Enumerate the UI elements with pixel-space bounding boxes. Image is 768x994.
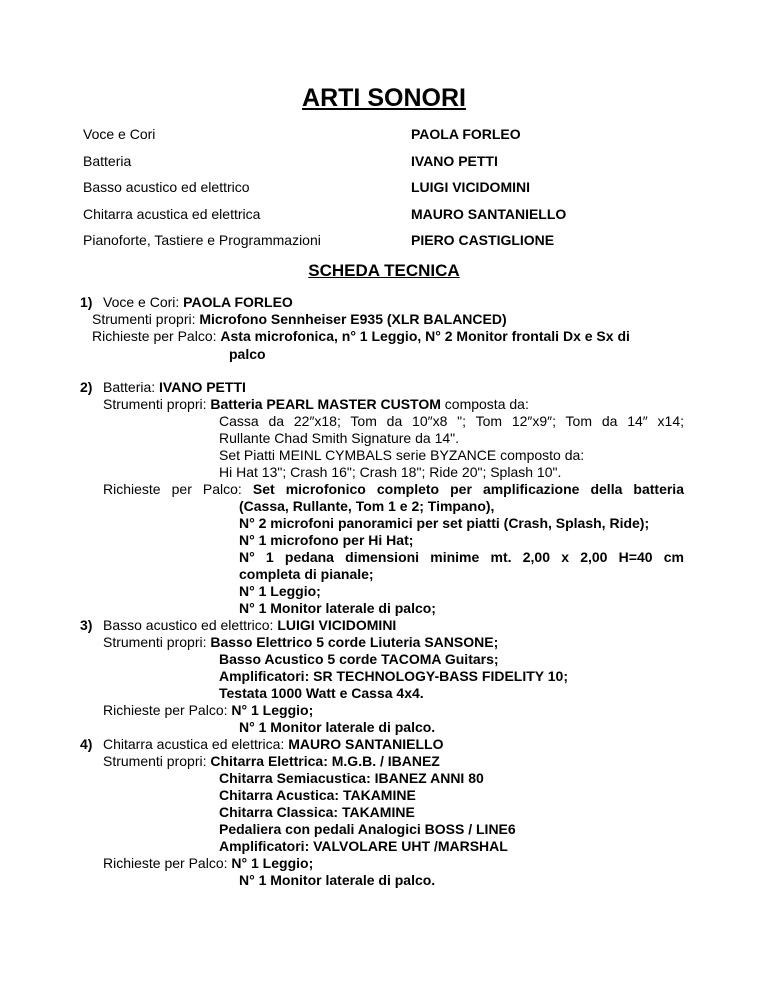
- strumenti-label: Strumenti propri:: [103, 396, 211, 412]
- strumenti-item: Chitarra Elettrica: M.G.B. / IBANEZ: [210, 753, 440, 769]
- strumenti-item: Basso Elettrico 5 corde Liuteria SANSONE;: [210, 634, 499, 650]
- section-name: IVANO PETTI: [159, 379, 246, 395]
- richieste-item: N° 1 Monitor laterale di palco;: [239, 600, 436, 616]
- section-number: 1): [80, 294, 93, 310]
- roster-row: [83, 206, 703, 233]
- strumenti-item: Chitarra Classica: TAKAMINE: [219, 804, 415, 820]
- strumenti-item: Testata 1000 Watt e Cassa 4x4.: [219, 685, 424, 701]
- section-role: Chitarra acustica ed elettrica:: [103, 736, 289, 752]
- strumenti-item: Amplificatori: VALVOLARE UHT /MARSHAL: [219, 838, 508, 854]
- richieste-item: completa di pianale;: [239, 566, 374, 582]
- section-heading: [103, 294, 293, 311]
- detail-line: Hi Hat 13"; Crash 16"; Crash 18"; Ride 20"; Splash 10".: [219, 464, 562, 480]
- section-role: Basso acustico ed elettrico:: [103, 617, 278, 633]
- detail-line: Set Piatti MEINL CYMBALS serie BYZANCE composto da:: [219, 447, 585, 463]
- roster-name: LUIGI VICIDOMINI: [411, 179, 530, 195]
- strumenti-item: Basso Acustico 5 corde TACOMA Guitars;: [219, 651, 499, 667]
- richieste-line: [103, 702, 313, 719]
- roster-role: Batteria: [83, 152, 132, 169]
- richieste-item: N° 1 pedana dimensioni minime mt. 2,00 x 2,00 H=40 cm: [239, 549, 684, 565]
- band-roster: [83, 126, 703, 259]
- section-name: MAURO SANTANIELLO: [288, 736, 444, 752]
- roster-name: MAURO SANTANIELLO: [411, 205, 567, 222]
- section-number: 3): [80, 617, 93, 633]
- strumenti-label: Strumenti propri:: [92, 311, 200, 327]
- detail-line: Cassa da 22″x18; Tom da 10″x8 "; Tom 12″x9″; Tom da 14″ x14;: [219, 413, 684, 429]
- strumenti-label: Strumenti propri:: [103, 753, 211, 769]
- roster-row: [83, 153, 703, 180]
- strumenti-note: composta da:: [440, 396, 529, 412]
- section-heading: [103, 736, 444, 753]
- roster-name: IVANO PETTI: [411, 152, 498, 169]
- richieste-item: N° 1 Leggio;: [231, 702, 314, 718]
- section-name: PAOLA FORLEO: [183, 294, 293, 310]
- richieste-label: Richieste per Palco:: [103, 481, 253, 497]
- richieste-item: N° 1 Leggio;: [239, 583, 321, 599]
- roster-name: PAOLA FORLEO: [411, 126, 521, 142]
- richieste-item: palco: [229, 346, 266, 362]
- richieste-label: Richieste per Palco:: [103, 702, 232, 718]
- richieste-item: Set microfonico completo per amplificazione della batteria: [252, 481, 684, 497]
- page-title: ARTI SONORI: [302, 84, 466, 112]
- strumenti-line: [92, 311, 507, 328]
- strumenti-line: [103, 396, 529, 413]
- section-heading: [103, 617, 396, 634]
- richieste-item: Asta microfonica, n° 1 Leggio, N° 2 Monitor frontali Dx e Sx di: [220, 328, 630, 344]
- strumenti-item: Chitarra Acustica: TAKAMINE: [219, 787, 416, 803]
- strumenti-line: [103, 634, 498, 651]
- strumenti-item: Microfono Sennheiser E935 (XLR BALANCED): [199, 311, 507, 327]
- richieste-line: [92, 328, 630, 345]
- strumenti-line: [103, 753, 440, 770]
- strumenti-item: Amplificatori: SR TECHNOLOGY-BASS FIDELITY 10;: [219, 668, 569, 684]
- roster-name: PIERO CASTIGLIONE: [411, 232, 555, 248]
- richieste-item: N° 2 microfoni panoramici per set piatti (Crash, Splash, Ride);: [239, 515, 650, 531]
- richieste-item: N° 1 Monitor laterale di palco.: [239, 872, 436, 888]
- section-title: SCHEDA TECNICA: [308, 261, 460, 280]
- section-role: Batteria:: [103, 379, 160, 395]
- section-heading: [103, 379, 246, 396]
- detail-line: Rullante Chad Smith Signature da 14".: [219, 430, 460, 446]
- roster-row: [83, 126, 703, 153]
- section-name: LUIGI VICIDOMINI: [277, 617, 397, 633]
- strumenti-label: Strumenti propri:: [103, 634, 211, 650]
- roster-row: [83, 232, 703, 259]
- richieste-item: (Cassa, Rullante, Tom 1 e 2; Timpano),: [239, 498, 495, 514]
- strumenti-item: Pedaliera con pedali Analogici BOSS / LINE6: [219, 821, 516, 837]
- richieste-item: N° 1 Monitor laterale di palco.: [239, 719, 436, 735]
- strumenti-item: Batteria PEARL MASTER CUSTOM: [210, 396, 441, 412]
- roster-row: [83, 179, 703, 206]
- richieste-line: [103, 855, 313, 872]
- roster-role: Pianoforte, Tastiere e Programmazioni: [83, 232, 321, 248]
- richieste-item: N° 1 Leggio;: [231, 855, 314, 871]
- section-role: Voce e Cori:: [103, 294, 184, 310]
- roster-role: Basso acustico ed elettrico: [83, 179, 250, 195]
- section-number: 2): [80, 379, 93, 395]
- roster-role: Chitarra acustica ed elettrica: [83, 205, 261, 222]
- roster-role: Voce e Cori: [83, 126, 156, 142]
- richieste-label: Richieste per Palco:: [92, 328, 221, 344]
- strumenti-item: Chitarra Semiacustica: IBANEZ ANNI 80: [219, 770, 484, 786]
- richieste-line: [103, 481, 684, 498]
- section-number: 4): [80, 736, 93, 752]
- richieste-label: Richieste per Palco:: [103, 855, 232, 871]
- richieste-item: N° 1 microfono per Hi Hat;: [239, 532, 414, 548]
